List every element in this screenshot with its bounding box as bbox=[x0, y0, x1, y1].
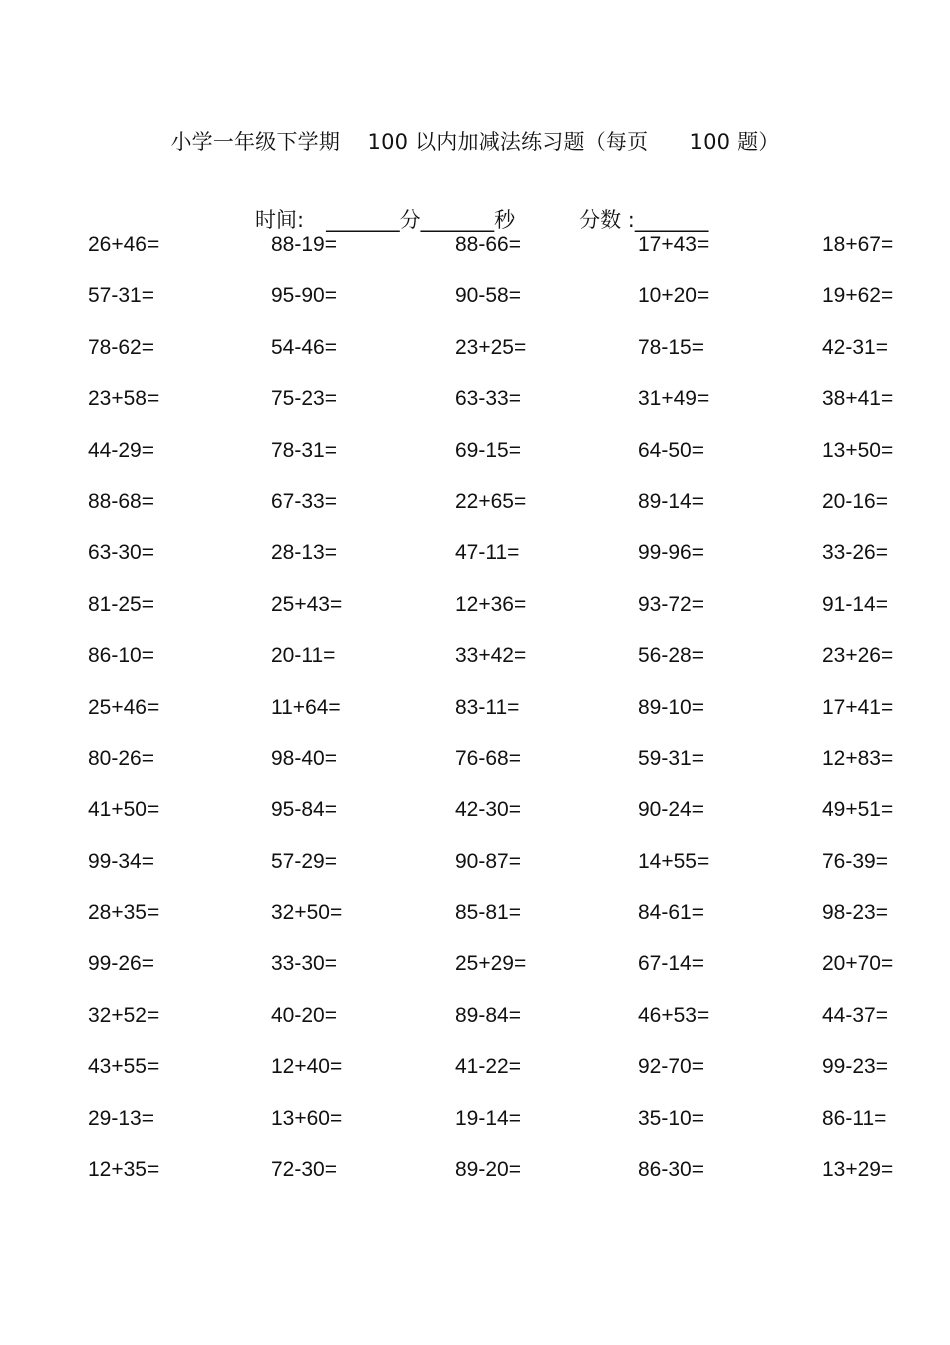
math-problem: 88-68= bbox=[88, 489, 154, 513]
math-problem: 88-19= bbox=[271, 233, 337, 256]
math-problem: 46+53= bbox=[638, 1003, 710, 1027]
math-problem: 42-31= bbox=[822, 335, 888, 359]
math-problem: 98-23= bbox=[822, 901, 888, 925]
math-problem: 20+70= bbox=[822, 952, 894, 976]
math-problem: 13+29= bbox=[822, 1158, 894, 1182]
minute-label: 分 bbox=[399, 208, 421, 232]
math-problem: 57-29= bbox=[271, 849, 337, 873]
math-problem: 86-30= bbox=[638, 1158, 704, 1182]
math-problem: 67-33= bbox=[271, 489, 337, 513]
math-problem: 59-31= bbox=[638, 746, 704, 770]
math-problem: 11+64= bbox=[271, 695, 341, 719]
math-problem: 85-81= bbox=[455, 901, 521, 925]
math-problem: 25+46= bbox=[88, 695, 160, 719]
math-problem: 14+55= bbox=[638, 849, 710, 873]
math-problem: 33+42= bbox=[455, 644, 527, 668]
math-problem: 41-22= bbox=[455, 1055, 521, 1079]
math-problem: 64-50= bbox=[638, 438, 704, 462]
score-label: 分数 : bbox=[579, 208, 635, 232]
problem-grid bbox=[88, 230, 932, 1206]
time-label: 时间: bbox=[255, 208, 305, 232]
math-problem: 86-10= bbox=[88, 644, 154, 668]
math-problem: 89-84= bbox=[455, 1003, 521, 1027]
math-problem: 83-11= bbox=[455, 695, 520, 719]
math-problem: 12+36= bbox=[455, 592, 527, 616]
math-problem: 78-62= bbox=[88, 335, 154, 359]
math-problem: 69-15= bbox=[455, 438, 521, 462]
math-problem: 19-14= bbox=[455, 1106, 521, 1130]
math-problem: 10+20= bbox=[638, 284, 710, 308]
math-problem: 86-11= bbox=[822, 1106, 887, 1130]
minute-blank: _______ bbox=[326, 208, 400, 232]
math-problem: 80-26= bbox=[88, 746, 154, 770]
math-problem: 12+40= bbox=[271, 1055, 343, 1079]
math-problem: 76-68= bbox=[455, 746, 521, 770]
math-problem: 89-14= bbox=[638, 489, 704, 513]
math-problem: 89-10= bbox=[638, 695, 704, 719]
math-problem: 76-39= bbox=[822, 849, 888, 873]
math-problem: 88-66= bbox=[455, 233, 521, 256]
math-problem: 98-40= bbox=[271, 746, 337, 770]
math-problem: 99-34= bbox=[88, 849, 154, 873]
math-problem: 29-13= bbox=[88, 1106, 154, 1130]
second-label: 秒 bbox=[494, 208, 516, 232]
math-problem: 33-26= bbox=[822, 541, 888, 565]
math-problem: 99-96= bbox=[638, 541, 704, 565]
math-problem: 12+83= bbox=[822, 746, 894, 770]
math-problem: 54-46= bbox=[271, 335, 337, 359]
score-blank: _______ bbox=[634, 208, 709, 232]
math-problem: 84-61= bbox=[638, 901, 704, 925]
math-problem: 42-30= bbox=[455, 798, 521, 822]
math-problem: 44-29= bbox=[88, 438, 154, 462]
math-problem: 99-26= bbox=[88, 952, 154, 976]
math-problem: 49+51= bbox=[822, 798, 894, 822]
math-problem: 13+50= bbox=[822, 438, 894, 462]
math-problem: 20-16= bbox=[822, 489, 888, 513]
worksheet-header bbox=[0, 180, 950, 234]
math-problem: 63-30= bbox=[88, 541, 154, 565]
math-problem: 26+46= bbox=[88, 233, 160, 256]
math-problem: 90-24= bbox=[638, 798, 704, 822]
math-problem: 91-14= bbox=[822, 592, 888, 616]
math-problem: 56-28= bbox=[638, 644, 704, 668]
math-problem: 23+25= bbox=[455, 335, 527, 359]
math-problem: 32+52= bbox=[88, 1003, 160, 1027]
worksheet-title: 小学一年级下学期 100 以内加减法练习题（每页 100 题） bbox=[170, 130, 780, 154]
math-problem: 13+60= bbox=[271, 1106, 343, 1130]
math-problem: 25+29= bbox=[455, 952, 527, 976]
math-problem: 72-30= bbox=[271, 1158, 337, 1182]
math-problem: 17+41= bbox=[822, 695, 894, 719]
math-problem: 90-87= bbox=[455, 849, 521, 873]
math-problem: 41+50= bbox=[88, 798, 160, 822]
math-problem: 19+62= bbox=[822, 284, 894, 308]
second-blank: _______ bbox=[420, 208, 495, 232]
math-problem: 95-90= bbox=[271, 284, 337, 308]
math-problem: 25+43= bbox=[271, 592, 343, 616]
math-problem: 99-23= bbox=[822, 1055, 888, 1079]
math-problem: 33-30= bbox=[271, 952, 337, 976]
math-problem: 93-72= bbox=[638, 592, 704, 616]
math-problem: 43+55= bbox=[88, 1055, 160, 1079]
math-problem: 63-33= bbox=[455, 387, 521, 411]
math-problem: 12+35= bbox=[88, 1158, 160, 1182]
math-problem: 95-84= bbox=[271, 798, 337, 822]
math-problem: 92-70= bbox=[638, 1055, 704, 1079]
math-problem: 57-31= bbox=[88, 284, 154, 308]
math-problem: 40-20= bbox=[271, 1003, 337, 1027]
math-problem: 32+50= bbox=[271, 901, 343, 925]
math-problem: 28+35= bbox=[88, 901, 160, 925]
math-problem: 89-20= bbox=[455, 1158, 521, 1182]
math-problem: 78-15= bbox=[638, 335, 704, 359]
math-problem: 23+58= bbox=[88, 387, 160, 411]
math-problem: 90-58= bbox=[455, 284, 521, 308]
math-problem: 17+43= bbox=[638, 233, 710, 256]
math-problem: 22+65= bbox=[455, 489, 527, 513]
math-problem: 81-25= bbox=[88, 592, 154, 616]
math-problem: 44-37= bbox=[822, 1003, 888, 1027]
math-problem: 78-31= bbox=[271, 438, 337, 462]
math-problem: 38+41= bbox=[822, 387, 894, 411]
math-problem: 31+49= bbox=[638, 387, 710, 411]
math-problem: 47-11= bbox=[455, 541, 520, 565]
math-problem: 75-23= bbox=[271, 387, 337, 411]
math-problem: 35-10= bbox=[638, 1106, 704, 1130]
math-problem: 28-13= bbox=[271, 541, 337, 565]
math-problem: 18+67= bbox=[822, 233, 894, 256]
math-problem: 23+26= bbox=[822, 644, 894, 668]
math-problem: 20-11= bbox=[271, 644, 336, 668]
math-problem: 67-14= bbox=[638, 952, 704, 976]
